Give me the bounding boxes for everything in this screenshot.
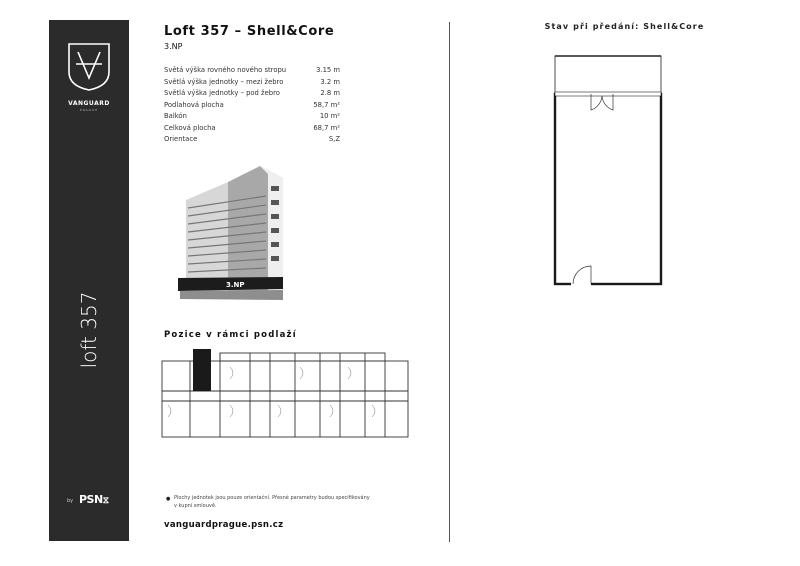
note-bullet: ● (166, 496, 171, 502)
building-image (168, 160, 308, 305)
floor-position-plan (160, 347, 410, 439)
brand-name: VANGUARD (68, 100, 110, 107)
website-link[interactable]: vanguardprague.psn.cz (164, 520, 284, 530)
spec-row: Světá výška rovného nového stropu 3.15 m (164, 66, 340, 74)
by-label: by (67, 498, 74, 504)
spec-row: Balkón 10 m² (164, 112, 340, 120)
unit-floor-plan (545, 54, 670, 289)
vertical-divider (449, 22, 450, 542)
building-floor-label: 3.NP (226, 281, 245, 289)
position-heading: Pozice v rámci podlaží (164, 330, 297, 340)
spec-row: Celková plocha 68,7 m² (164, 123, 340, 132)
spec-row: Světlá výška jednotky – mezi žebro 3.2 m (164, 77, 340, 86)
vanguard-logo-icon (66, 42, 112, 92)
psn-logo: PSN⧖ (79, 493, 109, 506)
vertical-title: loft 357 (77, 291, 101, 369)
handover-title: Stav při předání: Shell&Core (544, 22, 705, 31)
spec-row: Orientace S,Z (164, 135, 340, 143)
unit-highlight (193, 349, 211, 391)
spec-row: Světlá výška jednotky – pod žebro 2.8 m (164, 89, 340, 97)
floor-label: 3.NP (164, 42, 183, 51)
brand-subtitle: PRAGUE (79, 108, 99, 112)
sidebar (49, 20, 129, 541)
spec-table (164, 66, 346, 147)
disclaimer-note: Plochy jednotek jsou pouze orientační. Přesné parametry budou specifikovány v kupní smlouvě. (174, 495, 370, 509)
page-title: Loft 357 – Shell&Core (164, 24, 335, 39)
spec-row: Podlahová plocha 58,7 m² (164, 100, 340, 109)
